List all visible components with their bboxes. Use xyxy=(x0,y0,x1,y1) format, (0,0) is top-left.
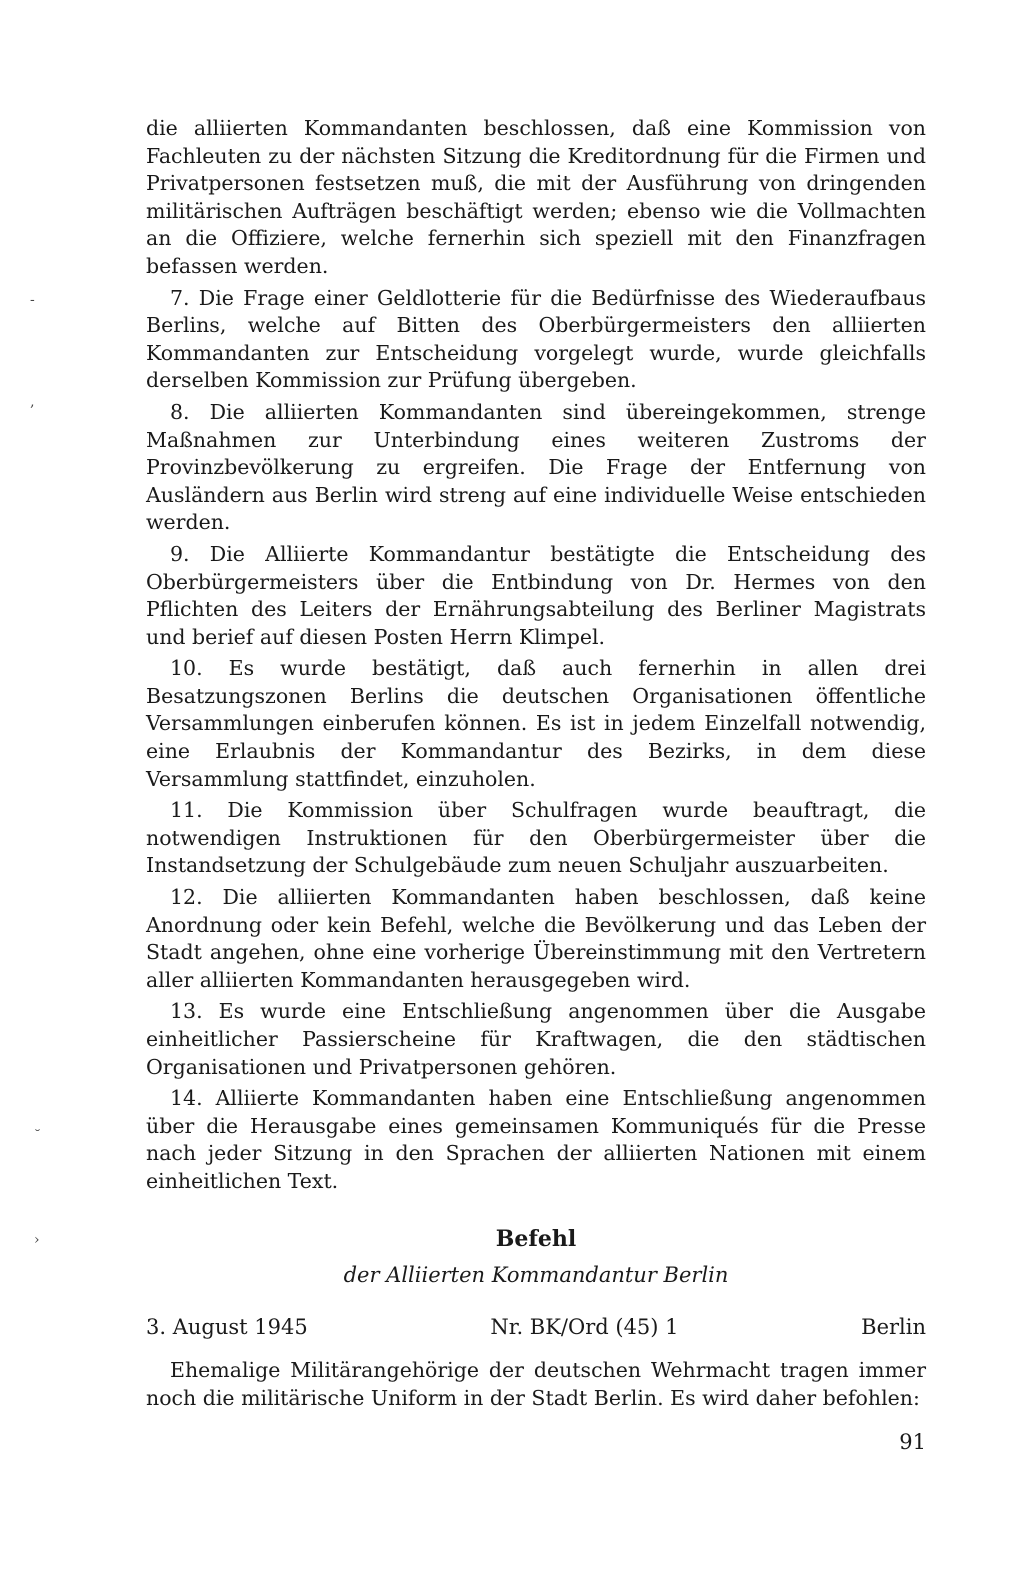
margin-speck: ˘ xyxy=(34,1128,41,1144)
order-date: 3. August 1945 xyxy=(146,1315,308,1339)
paragraph-item-10: 10. Es wurde bestätigt, daß auch fernerhin in allen drei Besatzungszonen Berlins die deutschen Organisationen öffentliche Versammlungen einberufen können. Es ist in jedem Einzelfall notwendig, eine Erlaubnis der Kommandantur des Bezirks, in dem diese Versammlung stattfindet, einzuholen. xyxy=(146,656,926,791)
paragraph-item-12: 12. Die alliierten Kommandanten haben beschlossen, daß keine Anordnung oder kein Befehl, welche die Bevölkerung und das Leben der Stadt angehen, ohne eine vorherige Übereinstimmung mit den Vertretern aller alliierten Kommandanten herausgegeben wird. xyxy=(146,885,926,992)
page-number: 91 xyxy=(899,1430,926,1454)
margin-speck: › xyxy=(34,1232,40,1248)
order-number: Nr. BK/Ord (45) 1 xyxy=(490,1315,679,1339)
order-subtitle: der Alliierten Kommandantur Berlin xyxy=(343,1263,729,1287)
margin-speck: - xyxy=(30,292,35,308)
order-title: Befehl xyxy=(495,1226,577,1252)
paragraph-continuation: die alliierten Kommandanten beschlossen, daß eine Kommission von Fachleuten zu der nächsten Sitzung die Kreditordnung für die Firmen und Privatpersonen festsetzen muß, die mit der Ausführung von dringenden militärischen Aufträgen beschäftigt werden; ebenso wie die Vollmachten an die Offiziere, welche fernerhin sich speziell mit den Finanzfragen befassen werden. xyxy=(146,116,926,278)
paragraph-item-9: 9. Die Alliierte Kommandantur bestätigte die Entscheidung des Oberbürgermeisters über die Entbindung von Dr. Hermes von den Pflichten des Leiters der Ernährungsabteilung des Berliner Magistrats und berief auf diesen Posten Herrn Klimpel. xyxy=(146,541,926,649)
order-meta-line xyxy=(146,1315,926,1339)
paragraph-item-8: 8. Die alliierten Kommandanten sind übereingekommen, strenge Maßnahmen zur Unterbindung eines weiteren Zustroms der Provinzbevölkerung zu ergreifen. Die Frage der Entfernung von Ausländern aus Berlin wird streng auf eine individuelle Weise entschieden werden. xyxy=(146,399,926,535)
main-text-block xyxy=(146,115,926,1200)
paragraph-item-14: 14. Alliierte Kommandanten haben eine Entschließung angenommen über die Herausgabe eines gemeinsamen Kommuniqués für die Presse nach jeder Sitzung in den Sprachen der alliierten Nationen mit einem einheitlichen Text. xyxy=(146,1086,926,1193)
margin-speck: ‚ xyxy=(30,394,35,410)
order-text: Ehemalige Militärangehörige der deutschen Wehrmacht tragen immer noch die militärische Uniform in der Stadt Berlin. Es wird daher befohlen: xyxy=(146,1358,926,1410)
paragraph-item-13: 13. Es wurde eine Entschließung angenommen über die Ausgabe einheitlicher Passierscheine für Kraftwagen, die den städtischen Organisationen und Privatpersonen gehören. xyxy=(146,999,926,1079)
paragraph-item-7: 7. Die Frage einer Geldlotterie für die Bedürfnisse des Wiederaufbaus Berlins, welche auf Bitten des Oberbürgermeisters den alliierten Kommandanten zur Entscheidung vorgelegt wurde, wurde gleichfalls derselben Kommission zur Prüfung übergeben. xyxy=(146,285,926,393)
order-heading xyxy=(146,1226,926,1287)
paragraph-item-11: 11. Die Kommission über Schulfragen wurde beauftragt, die notwendigen Instruktionen für den Oberbürgermeister über die Instandsetzung der Schulgebäude zum neuen Schuljahr auszuarbeiten. xyxy=(146,798,926,878)
order-place: Berlin xyxy=(861,1315,926,1339)
